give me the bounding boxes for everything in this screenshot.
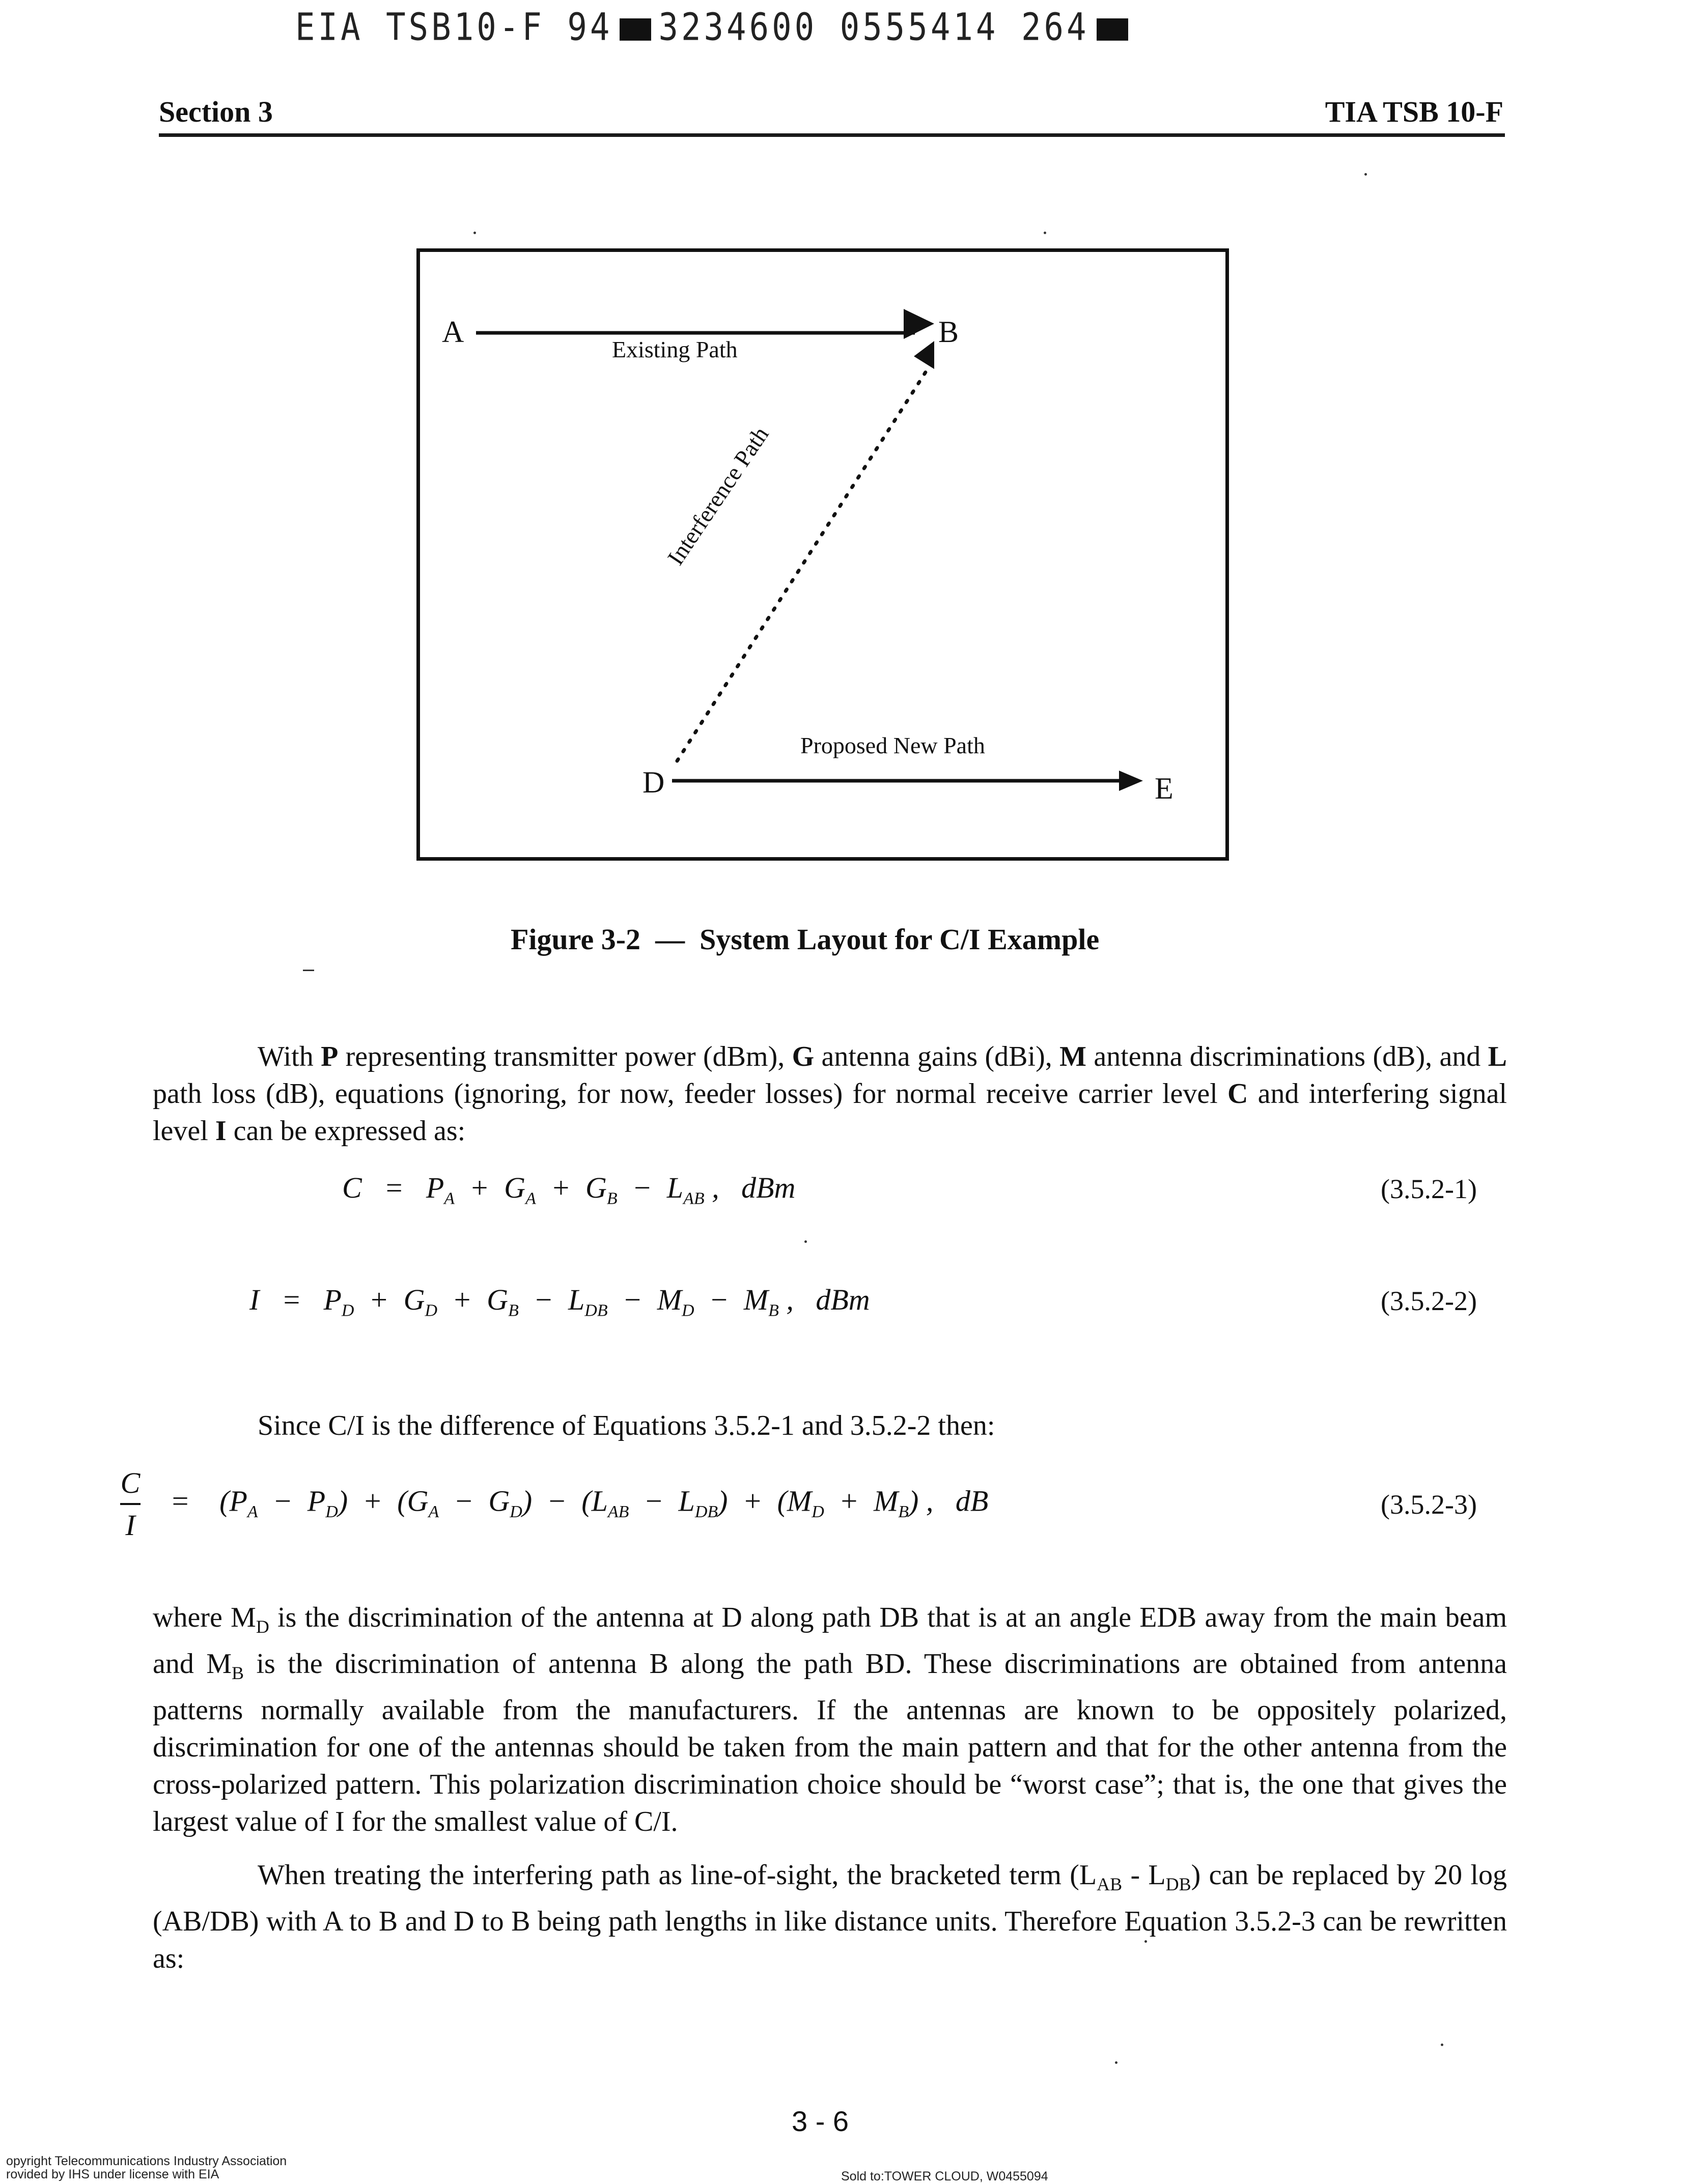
- copyright-line-2: rovided by IHS under license with EIA: [6, 2167, 219, 2181]
- subscript: DB: [1165, 1874, 1191, 1895]
- node-b: B: [938, 315, 959, 349]
- symbol-i: I: [215, 1115, 227, 1147]
- paragraph-intro: [153, 1038, 1507, 1150]
- caption-dash: —: [655, 923, 685, 956]
- arrowhead-b-interference: [914, 341, 934, 369]
- text-run: When treating the interfering path as line-of-sight, the bracketed term (L: [258, 1859, 1097, 1891]
- scan-speck: [1441, 2044, 1443, 2046]
- arrowhead-b-existing: [904, 309, 934, 339]
- symbol-c: C: [1227, 1078, 1248, 1110]
- scan-speck: [1044, 232, 1046, 234]
- document-id: TIA TSB 10-F: [1325, 95, 1503, 128]
- text-run: and interfering signal level: [153, 1078, 1507, 1147]
- node-e: E: [1155, 772, 1173, 805]
- text-run: is the discrimination of the antenna at D along path DB that is at an angle EDB away from the main beam and M: [153, 1602, 1507, 1680]
- caption-title: System Layout for C/I Example: [700, 923, 1100, 956]
- scan-speck: [1115, 2061, 1117, 2064]
- node-d: D: [642, 765, 665, 799]
- equation-number-1: (3.5.2-1): [1381, 1174, 1477, 1204]
- c-over-i-fraction: $\frac{C}{I}$: [120, 1466, 141, 1542]
- existing-path-label: Existing Path: [612, 336, 738, 362]
- node-a: A: [442, 315, 464, 349]
- equation-3-5-2-2: $I = P_D + G_D + G_B - L_{DB} - M_D - M_B$ , dBm: [249, 1283, 870, 1320]
- proposed-path-label: Proposed New Path: [800, 732, 985, 758]
- scan-code-left: EIA TSB10-F 94: [295, 6, 613, 50]
- text-run: can be expressed as:: [226, 1115, 466, 1147]
- scan-speck: [804, 1240, 807, 1243]
- sold-to-line: Sold to:TOWER CLOUD, W0455094: [841, 2169, 1048, 2183]
- paragraph-when: [153, 1857, 1507, 1977]
- symbol-g: G: [792, 1041, 815, 1072]
- page-number: 3 - 6: [792, 2105, 849, 2137]
- text-run: antenna discriminations (dB), and: [1086, 1041, 1488, 1072]
- equation-number-2: (3.5.2-2): [1381, 1286, 1477, 1316]
- text-run: antenna gains (dBi),: [814, 1041, 1060, 1072]
- paragraph-since: [153, 1407, 1507, 1444]
- equation-3-5-2-1: $C = P_A + G_A + G_B - L_{AB}$ , dBm: [342, 1171, 796, 1208]
- paragraph-where: [153, 1599, 1507, 1840]
- text-run: is the discrimination of antenna B along the path BD. These discriminations are obtained from antenna patterns normally available from the manufacturers. If the antennas are known to be oppositely polarized, discrimination for one of the antennas should be taken from the main pattern and that for the other antenna from the cross-polarized pattern. This polarization discrimination choice should be “worst case”; that is, the one that gives the largest value of I for the smallest value of C/I.: [153, 1648, 1507, 1838]
- section-header: Section 3: [159, 95, 273, 128]
- text-run: where M: [153, 1602, 256, 1633]
- caption-number: Figure 3-2: [511, 923, 641, 956]
- symbol-m: M: [1059, 1041, 1086, 1072]
- text-run: representing transmitter power (dBm),: [338, 1041, 792, 1072]
- scan-speck: [473, 232, 476, 234]
- scan-speck: [303, 970, 314, 971]
- text-run: path loss (dB), equations (ignoring, for now, feeder losses) for normal receive carrier level: [153, 1078, 1227, 1110]
- equation-number-3: (3.5.2-3): [1381, 1489, 1477, 1520]
- text-run: ) can be replaced by 20 log (AB/DB) with A to B and D to B being path lengths in like distance units. Therefore Equation 3.5.2-3 can be rewritten as:: [153, 1859, 1507, 1975]
- equation-3-5-2-3: $\frac{C}{I}$ = $(P_A - P_D) + (G_A - G_D) - (L_{AB} - L_{DB}) + (M_D + M_B)$ , dB: [120, 1466, 989, 1542]
- scan-speck: [1144, 1940, 1147, 1943]
- text-run: Since C/I is the difference of Equations 3.5.2-1 and 3.5.2-2 then:: [258, 1410, 995, 1441]
- interference-path-label: Interference Path: [662, 422, 774, 570]
- scan-speck: [1364, 173, 1367, 176]
- subscript: B: [232, 1663, 244, 1684]
- system-layout-diagram: [0, 0, 1705, 916]
- symbol-p: P: [321, 1041, 339, 1072]
- copyright-line-1: opyright Telecommunications Industry Association: [6, 2154, 287, 2168]
- text-run: - L: [1122, 1859, 1166, 1891]
- arrowhead-e: [1119, 771, 1143, 791]
- scan-code-mid: 3234600 0555414 264: [658, 6, 1089, 50]
- subscript: AB: [1097, 1874, 1123, 1895]
- symbol-l: L: [1488, 1041, 1507, 1072]
- text-run: With: [258, 1041, 321, 1072]
- subscript: D: [256, 1616, 269, 1637]
- interference-path-dotted: [677, 369, 928, 761]
- figure-caption: [511, 922, 1099, 956]
